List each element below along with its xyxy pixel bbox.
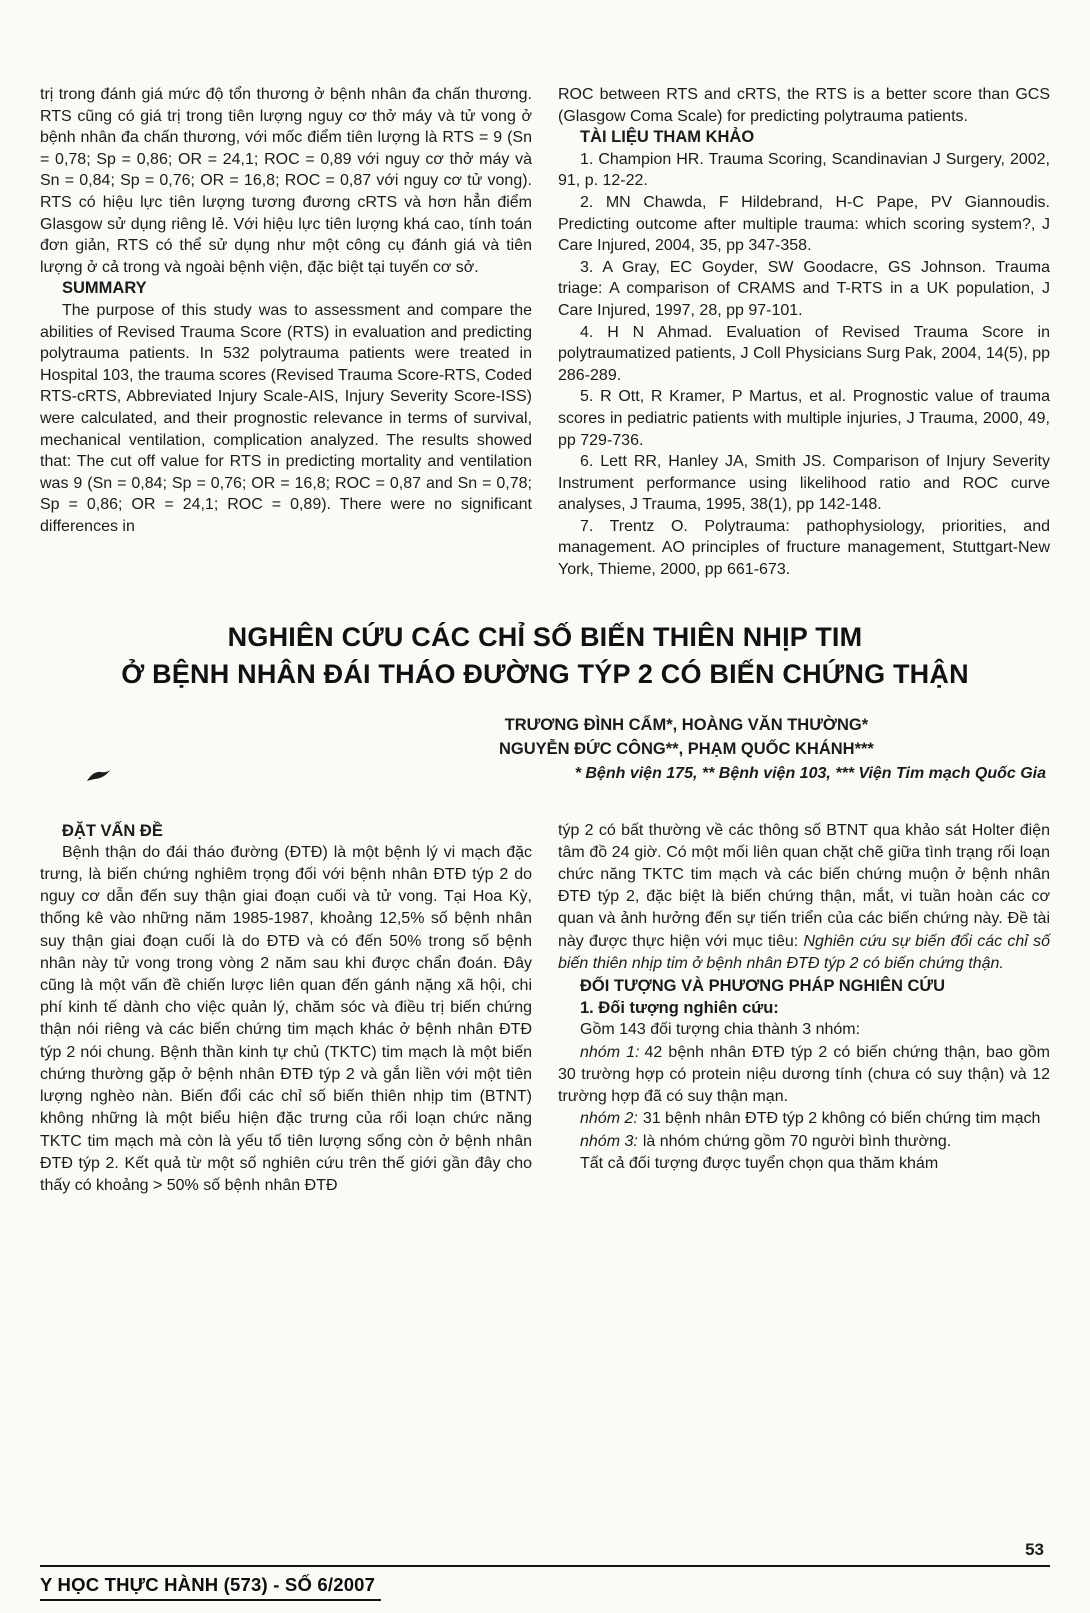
reference-item: 2. MN Chawda, F Hildebrand, H-C Pape, PV Giannoudis. Predicting outcome after multiple trauma: which scoring system?, J Care Injured, 2004, 35, pp 347-358. xyxy=(558,193,1050,255)
article1-conclusion-paragraph: ROC between RTS and cRTS, the RTS is a better score than GCS (Glasgow Coma Scale) for predicting polytrauma patients. xyxy=(558,86,1050,125)
group-item xyxy=(558,1108,1050,1130)
article2-body xyxy=(40,820,1050,1197)
group-item xyxy=(558,1131,1050,1153)
page-footer xyxy=(40,1540,1050,1601)
article2-right-column xyxy=(558,820,1050,1197)
article1-right-column xyxy=(558,84,1050,581)
page-number: 53 xyxy=(1025,1540,1044,1559)
subjects-intro: Gồm 143 đối tượng chia thành 3 nhóm: xyxy=(580,1021,861,1039)
article1-continuation xyxy=(40,84,1050,581)
intro-continuation-text: týp 2 có bất thường về các thông số BTNT qua khảo sát Holter điện tâm đồ 24 giờ. Có một mối liên quan chặt chẽ giữa tình trạng rối loạn chức năng TKTC tim mạch và các biến chứng muộn ở bệnh nhân ĐTĐ týp 2, đặc biệt là biến chứng thận, mắt, vi tuần hoàn các cơ quan và ảnh hưởng đến sự tiến triển của các biến chứng này. Đề tài này được thực hiện với mục tiêu: xyxy=(558,821,1050,950)
reference-item: 4. H N Ahmad. Evaluation of Revised Trauma Score in polytraumatized patients, J Coll Physicians Surg Pak, 2004, 14(5), pp 286-289. xyxy=(558,323,1050,384)
summary-heading: SUMMARY xyxy=(62,279,147,298)
group-text: 31 bệnh nhân ĐTĐ týp 2 không có biến chứng tim mạch xyxy=(642,1110,1041,1128)
article2-header xyxy=(40,619,1050,786)
methods-section-heading: ĐỐI TƯỢNG VÀ PHƯƠNG PHÁP NGHIÊN CỨU xyxy=(580,977,946,996)
group-label: nhóm 3: xyxy=(580,1132,638,1150)
reference-item: 5. R Ott, R Kramer, P Martus, et al. Prognostic value of trauma scores in pediatric patients with multiple injuries, J Trauma, 2000, 49, pp 729-736. xyxy=(558,388,1050,449)
intro-paragraph: Bệnh thận do đái tháo đường (ĐTĐ) là một bệnh lý vi mạch đặc trưng, là biến chứng nghiêm trọng đối với bệnh nhân ĐTĐ týp 2 do nguy cơ dẫn đến suy thận giai đoạn cuối và tử vong. Tại Hoa Kỳ, thống kê vào những năm 1985-1987, khoảng 12,5% số bệnh nhân suy thận giai đoạn cuối là do ĐTĐ và có đến 50% trong số bệnh nhân này tử vong trong vòng 2 năm sau khi được chẩn đoán. Đây cũng là một vấn đề chiến lược liên quan đến gánh nặng xã hội, chi phí kinh tế dành cho việc quản lý, chăm sóc và điều trị biến chứng thận nói riêng và các biến chứng tim mạch khác ở bệnh nhân ĐTĐ týp 2 nói chung. Bệnh thần kinh tự chủ (TKTC) tim mạch là một biến chứng thường gặp ở bệnh nhân ĐTĐ týp 2 và gắn liền với một tiên lượng nghèo nàn. Biến đổi các chỉ số biến thiên nhịp tim (BTNT) không những là một biểu hiện đặc trưng của rối loạn chức năng TKTC tim mạch mà còn là yếu tố tiên lượng sống còn ở bệnh nhân ĐTĐ týp 2. Kết quả từ một số nghiên cứu trên thế giới gần đây cho thấy có khoảng > 50% số bệnh nhân ĐTĐ xyxy=(40,843,532,1194)
reference-item: 7. Trentz O. Polytrauma: pathophysiology, priorities, and management. AO principles of fructure management, Stuttgart-New York, Thieme, 2000, pp 661-673. xyxy=(558,517,1050,579)
article2-left-column xyxy=(40,820,532,1197)
article1-left-column xyxy=(40,84,532,581)
group-text: 42 bệnh nhân ĐTĐ týp 2 có biến chứng thận, bao gồm 30 trường hợp có protein niệu dương tính (chưa có suy thận) và 12 trường hợp đã có suy thận mạn. xyxy=(558,1043,1051,1106)
authors-line: NGUYỄN ĐỨC CÔNG**, PHẠM QUỐC KHÁNH*** xyxy=(498,739,874,758)
group-label: nhóm 2: xyxy=(580,1110,638,1128)
article2-authors xyxy=(40,713,1050,761)
article2-title xyxy=(40,619,1050,693)
pen-mark-icon xyxy=(86,768,112,784)
intro-continuation-paragraph xyxy=(558,820,1050,975)
journal-title: Y HỌC THỰC HÀNH (573) - SỐ 6/2007 xyxy=(40,1567,381,1601)
article2-title-line2: Ở BỆNH NHÂN ĐÁI THÁO ĐƯỜNG TÝP 2 CÓ BIẾN CHỨNG THẬN xyxy=(121,658,969,689)
article2-title-line1: NGHIÊN CỨU CÁC CHỈ SỐ BIẾN THIÊN NHỊP TIM xyxy=(227,621,863,652)
references-heading: TÀI LIỆU THAM KHẢO xyxy=(580,128,755,147)
article1-body-paragraph: trị trong đánh giá mức độ tổn thương ở bệnh nhân đa chấn thương. RTS cũng có giá trị trong tiên lượng nguy cơ thở máy và tử vong ở bệnh nhân đa chấn thương, với mốc điểm tiên lượng là RTS = 9 (Sn = 0,78; Sp = 0,86; OR = 24,1; ROC = 0,89 với nguy cơ thở máy và Sn = 0,84; Sp = 0,76; OR = 16,8; ROC = 0,87 với nguy cơ tử vong). RTS có hiệu lực tiên lượng tương đương cRTS và hơn hẳn điểm Glasgow sử dụng riêng lẻ. Với hiệu lực tiên lượng khá cao, tính toán đơn giản, RTS có thể sử dụng như một công cụ đánh giá và tiên lượng ở cả trong và ngoài bệnh viện, đặc biệt tại tuyến cơ sở. xyxy=(40,86,532,276)
group-label: nhóm 1: xyxy=(580,1043,640,1061)
article2-affiliations: * Bệnh viện 175, ** Bệnh viện 103, *** Viện Tim mạch Quốc Gia xyxy=(574,764,1046,782)
group-item xyxy=(558,1042,1050,1109)
reference-item: 1. Champion HR. Trauma Scoring, Scandinavian J Surgery, 2002, 91, p. 12-22. xyxy=(558,150,1050,190)
summary-paragraph: The purpose of this study was to assessment and compare the abilities of Revised Trauma Score (RTS) in evaluation and predicting polytrauma patients. In 532 polytrauma patients were treated in Hospital 103, the trauma scores (Revised Trauma Score-RTS, Coded RTS-cRTS, Abbreviated Injury Scale-AIS, Injury Severity Score-ISS) were calculated, and their prognostic relevance in terms of survival, mechanical ventilation, complication analyzed. The results showed that: The cut off value for RTS in predicting mortality and ventilation was 9 (Sn = 0,84; Sp = 0,76; OR = 16,8; ROC = 0,87 and Sn = 0,78; Sp = 0,86; OR = 24,1; ROC = 0,89). There were no significant differences in xyxy=(40,301,532,535)
study-objective-text: Nghiên cứu sự biến đổi các chỉ số biến thiên nhịp tim ở bệnh nhân ĐTĐ týp 2 có biến chứng thận. xyxy=(558,932,1051,972)
authors-line: TRƯƠNG ĐÌNH CẨM*, HOÀNG VĂN THƯỜNG* xyxy=(504,715,869,734)
closing-paragraph: Tất cả đối tượng được tuyển chọn qua thăm khám xyxy=(580,1154,939,1172)
intro-section-heading: ĐẶT VẤN ĐỀ xyxy=(62,821,163,840)
reference-item: 3. A Gray, EC Goyder, SW Goodacre, GS Johnson. Trauma triage: A comparison of CRAMS and T-RTS in a UK population, J Care Injured, 1997, 28, pp 97-101. xyxy=(558,258,1050,319)
subjects-subheading: 1. Đối tượng nghiên cứu: xyxy=(580,999,779,1018)
group-text: là nhóm chứng gồm 70 người bình thường. xyxy=(642,1132,952,1150)
reference-item: 6. Lett RR, Hanley JA, Smith JS. Comparison of Injury Severity Instrument performance using likelihood ratio and ROC curve analyses, J Trauma, 1995, 38(1), pp 142-148. xyxy=(558,453,1050,514)
